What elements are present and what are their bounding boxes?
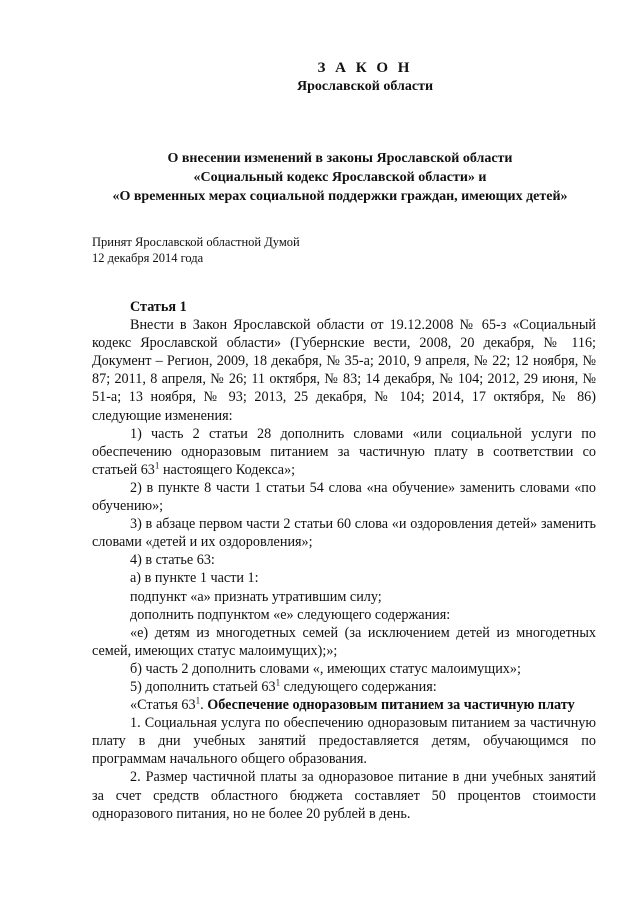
adoption-note (92, 234, 300, 266)
new-article-dot: . (200, 697, 208, 714)
item-1-tail: настоящего Кодекса»; (159, 461, 296, 478)
subject-line-3: «О временных мерах социальной поддержки граждан, имеющих детей» (112, 189, 568, 204)
item-1-text: 1) часть 2 статьи 28 дополнить словами «или социальной услуги по обеспечению одноразовым питанием за частичную плату в соответствии со статьей 63 (92, 425, 596, 478)
adopted-date: 12 декабря 2014 года (92, 251, 204, 265)
new-article-title: Обеспечение одноразовым питанием за частичную плату (207, 697, 575, 714)
adopted-by: Принят Ярославской областной Думой (92, 235, 300, 249)
new-article-heading (92, 696, 596, 714)
new-article-para-1: 1. Социальная услуга по обеспечению одноразовым питанием за частичную плату в дни учебных занятий предоставляется детям, обучающимся по программам начального общего образования. (92, 715, 596, 768)
subject-line-1: О внесении изменений в законы Ярославской области (167, 151, 513, 166)
new-article-prefix: «Статья 63 (130, 697, 196, 714)
article-intro: Внести в Закон Ярославской области от 19.12.2008 № 65-з «Социальный кодекс Ярославской области» (Губернские вести, 2008, 20 декабря, № 116; Документ – Регион, 2009, 18 декабря, № 35-а; 2010, 9 апреля, № 22; 12 ноября, № 87; 2011, 8 апреля, № 26; 11 октября, № 83; 14 декабря, № 104; 2012, 29 июня, № 51-а; 13 ноября, № 93; 2013, 25 декабря, № 104; 2014, 17 октября, № 86) следующие изменения: (92, 317, 596, 424)
law-title: З А К О Н (317, 60, 413, 76)
subject-line-2: «Социальный кодекс Ярославской области» и (193, 170, 487, 185)
article-item-2: 2) в пункте 8 части 1 статьи 54 слова «на обучение» заменить словами «по обучению»; (92, 479, 596, 515)
item-5-sup: 1 (275, 677, 281, 688)
article-item-4a-3: «е) детям из многодетных семей (за исключением детей из многодетных семей, имеющих статус малоимущих);»; (92, 624, 596, 659)
item-5-tail: следующего содержания: (280, 678, 437, 695)
item-1-sup: 1 (154, 460, 160, 471)
article-item-1 (92, 425, 596, 479)
article-body (92, 298, 596, 823)
item-5-text: 5) дополнить статьей 63 (130, 678, 276, 695)
article-item-3: 3) в абзаце первом части 2 статьи 60 слова «и оздоровления детей» заменить словами «детей и их оздоровления»; (92, 516, 596, 551)
article-heading: Статья 1 (130, 299, 187, 315)
new-article-sup: 1 (195, 695, 201, 706)
article-item-4b: б) часть 2 дополнить словами «, имеющих статус малоимущих»; (130, 660, 521, 677)
law-subject (80, 149, 600, 206)
new-article-para-2: 2. Размер частичной платы за одноразовое питание в дни учебных занятий за счет средств областного бюджета составляет 50 процентов стоимости одноразового питания, но не более 20 рублей в день. (92, 769, 596, 822)
article-item-4a: а) в пункте 1 части 1: (130, 570, 259, 587)
article-item-5 (92, 678, 596, 696)
article-item-4a-2: дополнить подпунктом «е» следующего содержания: (130, 606, 451, 623)
law-region: Ярославской области (296, 79, 434, 94)
article-item-4a-1: подпункт «а» признать утратившим силу; (130, 588, 382, 605)
article-item-4: 4) в статье 63: (130, 552, 215, 569)
